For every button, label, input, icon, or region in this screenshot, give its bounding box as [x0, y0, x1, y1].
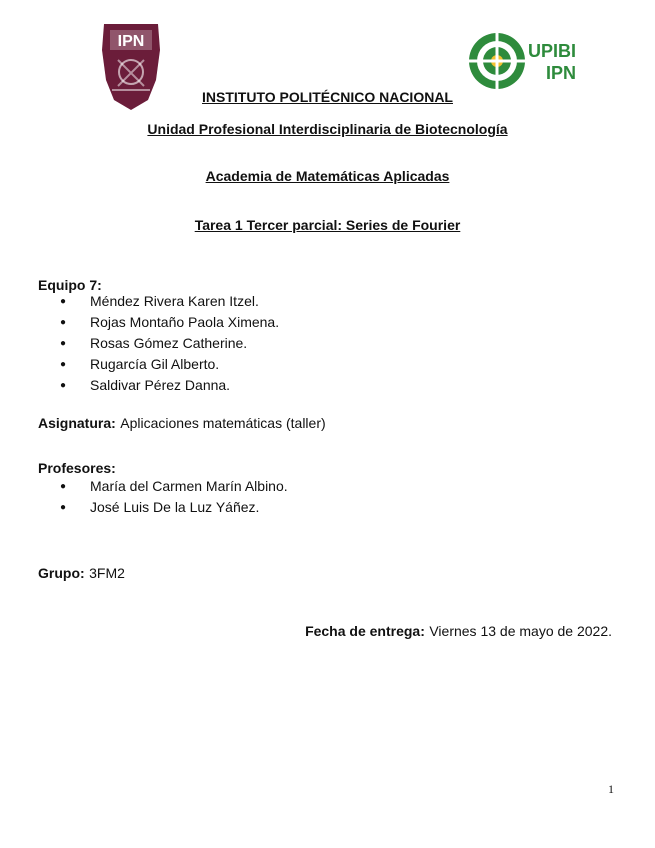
list-item: ● Rugarcía Gil Alberto.: [60, 354, 279, 375]
upibi-logo-line1: UPIBI: [528, 41, 577, 61]
list-item: ● Rojas Montaño Paola Ximena.: [60, 312, 279, 333]
team-label: Equipo 7:: [38, 277, 102, 293]
subject-label: Asignatura:: [38, 415, 116, 431]
upibi-logo: [466, 28, 592, 94]
institution-title: INSTITUTO POLITÉCNICO NACIONAL: [202, 89, 453, 105]
academy-title: Academia de Matemáticas Aplicadas: [205, 168, 450, 184]
delivery-line: [305, 623, 612, 641]
delivery-label: Fecha de entrega:: [305, 623, 425, 639]
list-item: ● Méndez Rivera Karen Itzel.: [60, 291, 279, 312]
list-item: ● José Luis De la Luz Yáñez.: [60, 497, 288, 518]
subject-value: Aplicaciones matemáticas (taller): [120, 415, 326, 431]
group-value: 3FM2: [89, 565, 125, 581]
unit-title: Unidad Profesional Interdisciplinaria de Biotecnología: [147, 121, 508, 137]
team-member-list: [60, 291, 279, 396]
group-label: Grupo:: [38, 565, 85, 581]
assignment-title: Tarea 1 Tercer parcial: Series de Fourier: [194, 217, 461, 233]
upibi-logo-line2: IPN: [546, 63, 577, 83]
professors-label: Profesores:: [38, 460, 116, 476]
list-item: ● Saldivar Pérez Danna.: [60, 375, 279, 396]
page-number: 1: [608, 782, 614, 796]
group-line: [38, 565, 125, 583]
list-item: ● Rosas Gómez Catherine.: [60, 333, 279, 354]
delivery-value: Viernes 13 de mayo de 2022.: [429, 623, 612, 639]
professor-list: [60, 476, 288, 518]
list-item: ● María del Carmen Marín Albino.: [60, 476, 288, 497]
ipn-logo-text: IPN: [117, 33, 145, 50]
subject-line: [38, 415, 326, 433]
